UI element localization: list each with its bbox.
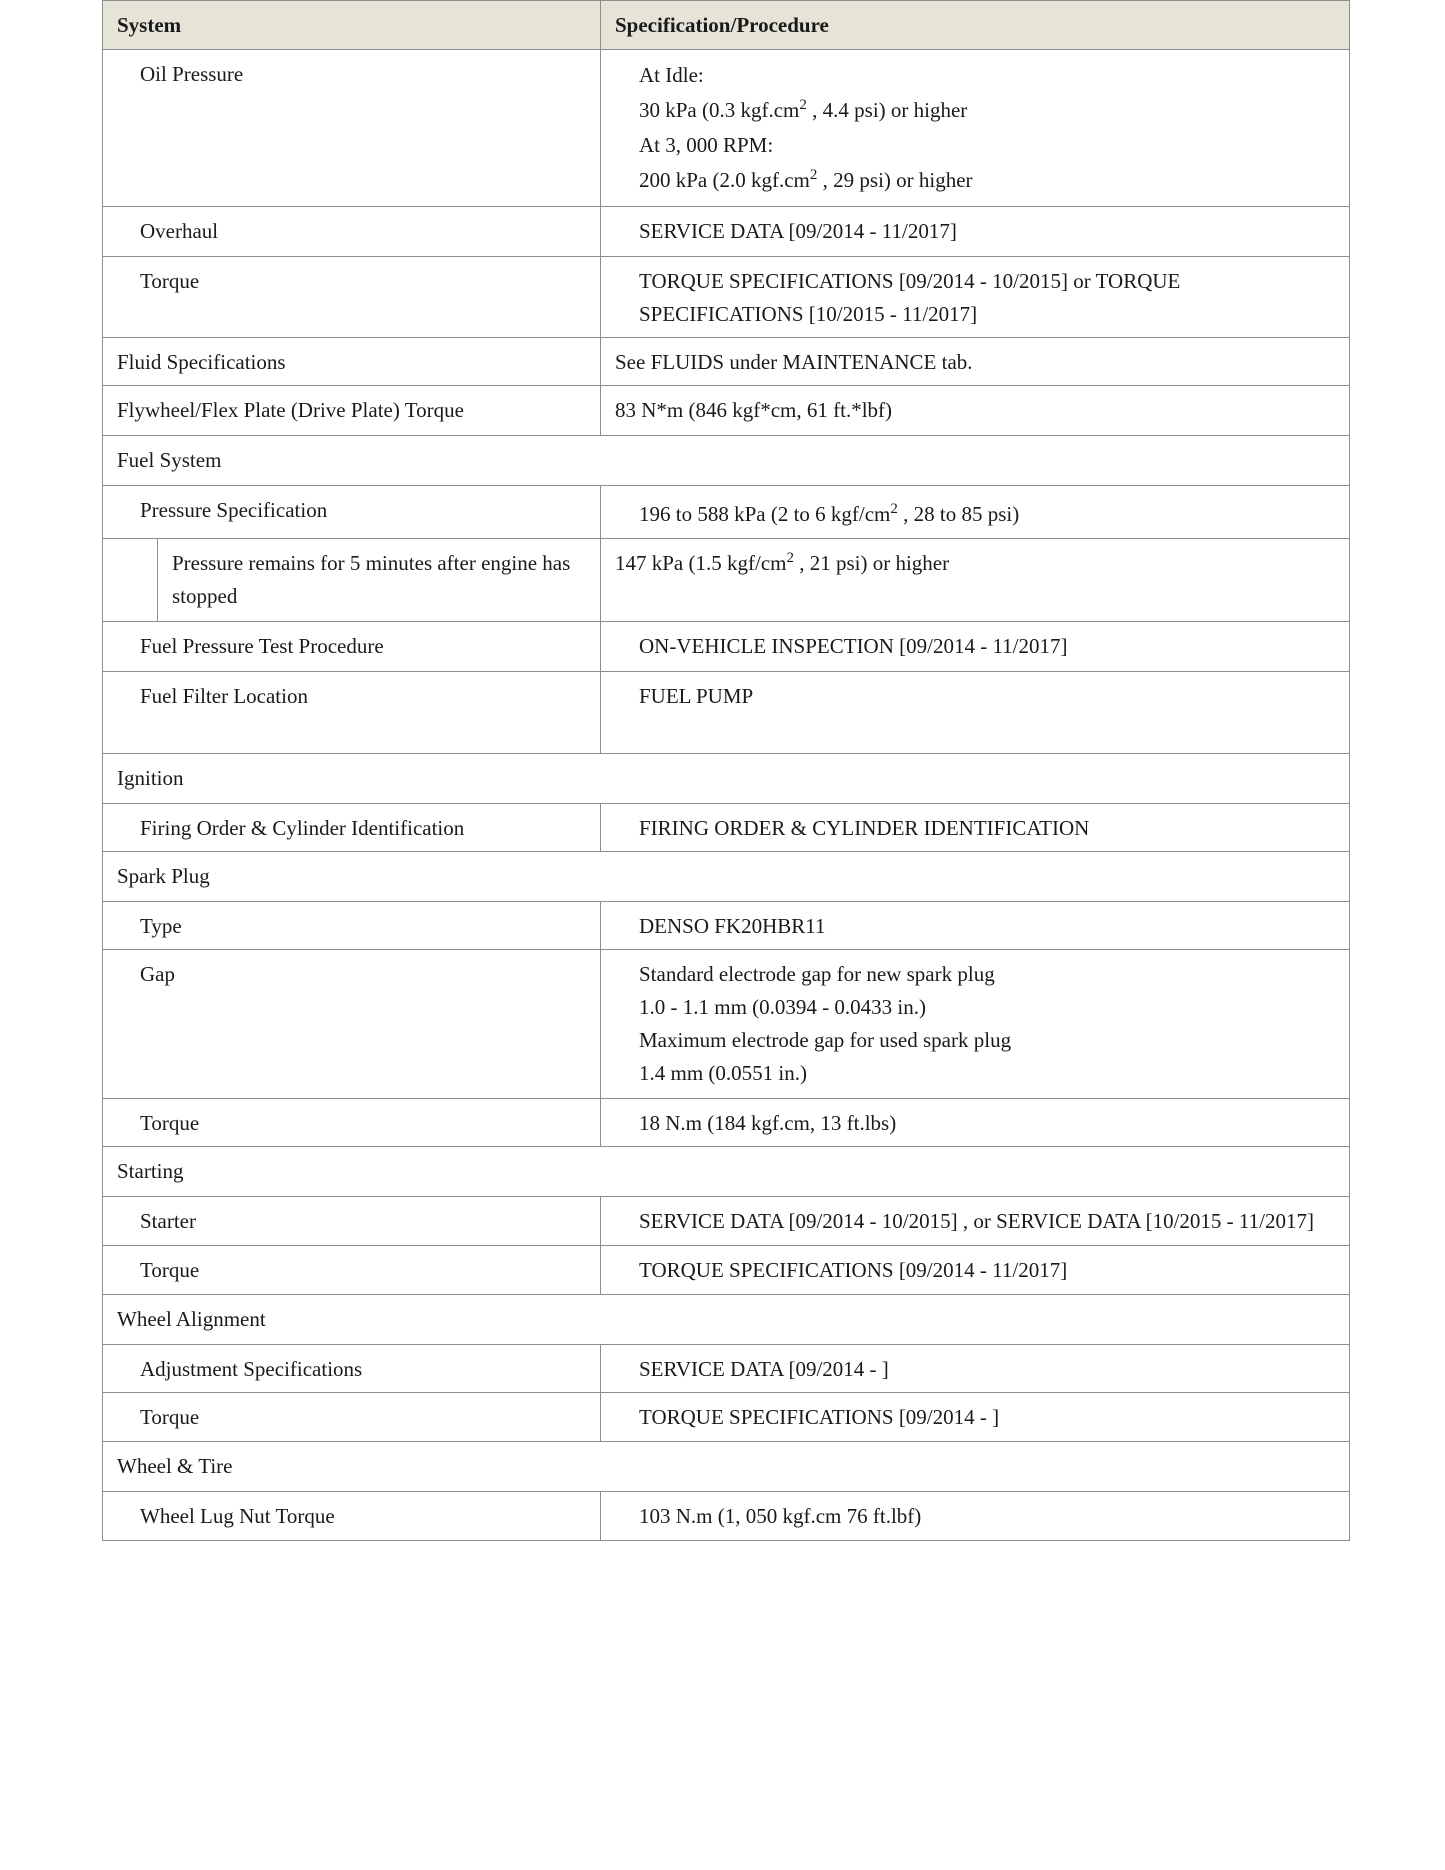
oil-rpm-tail: , 29 psi) or higher — [817, 168, 973, 192]
row-label: Firing Order & Cylinder Identification — [140, 816, 465, 840]
table-row — [103, 1099, 1350, 1147]
oil-rpm-value: 200 kPa (2.0 kgf.cm — [639, 168, 810, 192]
row-label: Torque — [140, 1258, 200, 1282]
spec-table — [102, 0, 1350, 1541]
value-line: TORQUE SPECIFICATIONS [09/2014 - 10/2015] or TORQUE — [639, 269, 1181, 293]
section-row — [103, 1442, 1350, 1492]
row-value: See FLUIDS under MAINTENANCE tab. — [615, 350, 973, 374]
oil-idle-value: 30 kPa (0.3 kgf.cm — [639, 98, 800, 122]
row-value: FIRING ORDER & CYLINDER IDENTIFICATION — [639, 816, 1090, 840]
value-line: 1.4 mm (0.0551 in.) — [639, 1061, 807, 1085]
row-label: Adjustment Specifications — [140, 1357, 363, 1381]
row-value: 18 N.m (184 kgf.cm, 13 ft.lbs) — [639, 1111, 897, 1135]
row-label: Starter — [140, 1209, 196, 1233]
oil-rpm-label: At 3, 000 RPM: — [639, 133, 774, 157]
indent-spacer — [103, 539, 158, 621]
table-row — [103, 1492, 1350, 1541]
oil-idle-label: At Idle: — [639, 63, 704, 87]
section-row — [103, 852, 1350, 902]
table-row — [103, 902, 1350, 950]
table-row — [103, 1393, 1350, 1442]
superscript: 2 — [890, 501, 898, 517]
row-label: Overhaul — [140, 219, 219, 243]
table-row — [103, 486, 1350, 539]
superscript: 2 — [799, 97, 807, 113]
table-row — [103, 1197, 1350, 1246]
table-row — [103, 672, 1350, 754]
value-tail: , 28 to 85 psi) — [897, 502, 1020, 526]
row-label — [158, 539, 600, 621]
row-label: Wheel Lug Nut Torque — [140, 1504, 335, 1528]
value-tail: , 21 psi) or higher — [793, 551, 950, 575]
value-line: Maximum electrode gap for used spark plug — [639, 1028, 1012, 1052]
value-text: 147 kPa (1.5 kgf/cm — [615, 551, 787, 575]
row-value: TORQUE SPECIFICATIONS [09/2014 - ] — [639, 1405, 1000, 1429]
superscript: 2 — [786, 550, 794, 566]
row-label: Gap — [140, 962, 175, 986]
table-row — [103, 804, 1350, 852]
table-row — [103, 386, 1350, 436]
table-row — [103, 207, 1350, 257]
label-line: Pressure remains for 5 minutes after engine has — [172, 551, 571, 575]
row-label: Fuel Pressure Test Procedure — [140, 634, 384, 658]
row-value — [601, 539, 1349, 586]
row-value: SERVICE DATA [09/2014 - ] — [639, 1357, 889, 1381]
table-row — [103, 338, 1350, 386]
section-row — [103, 436, 1350, 486]
table-row — [103, 622, 1350, 672]
value-line: Standard electrode gap for new spark plug — [639, 962, 995, 986]
header-system: System — [103, 1, 601, 50]
row-value: DENSO FK20HBR11 — [639, 914, 826, 938]
table-row — [103, 539, 1350, 622]
table-row — [103, 257, 1350, 338]
row-value — [601, 950, 1349, 1096]
value-text: 196 to 588 kPa (2 to 6 kgf/cm — [639, 502, 891, 526]
table-row — [103, 950, 1350, 1099]
value-line: SPECIFICATIONS [10/2015 - 11/2017] — [639, 302, 978, 326]
table-row — [103, 1345, 1350, 1393]
row-label: Oil Pressure — [140, 62, 244, 86]
row-value — [601, 257, 1349, 337]
row-label: Torque — [140, 269, 200, 293]
table-row — [103, 50, 1350, 207]
row-label: Pressure Specification — [140, 498, 328, 522]
section-label: Starting — [117, 1159, 184, 1183]
row-value: 103 N.m (1, 050 kgf.cm 76 ft.lbf) — [639, 1504, 922, 1528]
row-label: Type — [140, 914, 182, 938]
row-label: Torque — [140, 1111, 200, 1135]
label-line: stopped — [172, 584, 238, 608]
table-row — [103, 1246, 1350, 1295]
section-label: Wheel Alignment — [117, 1307, 266, 1331]
section-row — [103, 1295, 1350, 1345]
section-row — [103, 1147, 1350, 1197]
section-label: Spark Plug — [117, 864, 210, 888]
section-row — [103, 754, 1350, 804]
row-value: SERVICE DATA [09/2014 - 10/2015] , or SERVICE DATA [10/2015 - 11/2017] — [639, 1209, 1314, 1233]
value-line: 1.0 - 1.1 mm (0.0394 - 0.0433 in.) — [639, 995, 926, 1019]
row-label: Fluid Specifications — [117, 350, 286, 374]
oil-idle-tail: , 4.4 psi) or higher — [806, 98, 968, 122]
row-label: Fuel Filter Location — [140, 684, 308, 708]
section-label: Wheel & Tire — [117, 1454, 233, 1478]
superscript: 2 — [809, 167, 818, 183]
section-label: Ignition — [117, 766, 184, 790]
header-row — [103, 1, 1350, 50]
row-value — [601, 486, 1349, 537]
row-value: 83 N*m (846 kgf*cm, 61 ft.*lbf) — [615, 398, 893, 422]
row-value: TORQUE SPECIFICATIONS [09/2014 - 11/2017] — [639, 1258, 1068, 1282]
row-value: SERVICE DATA [09/2014 - 11/2017] — [639, 219, 957, 243]
section-label: Fuel System — [117, 448, 222, 472]
row-value — [601, 50, 1349, 204]
row-label: Torque — [140, 1405, 200, 1429]
row-label: Flywheel/Flex Plate (Drive Plate) Torque — [117, 398, 464, 422]
row-value: FUEL PUMP — [639, 684, 754, 708]
row-value: ON-VEHICLE INSPECTION [09/2014 - 11/2017] — [639, 634, 1068, 658]
header-spec: Specification/Procedure — [601, 1, 1350, 50]
